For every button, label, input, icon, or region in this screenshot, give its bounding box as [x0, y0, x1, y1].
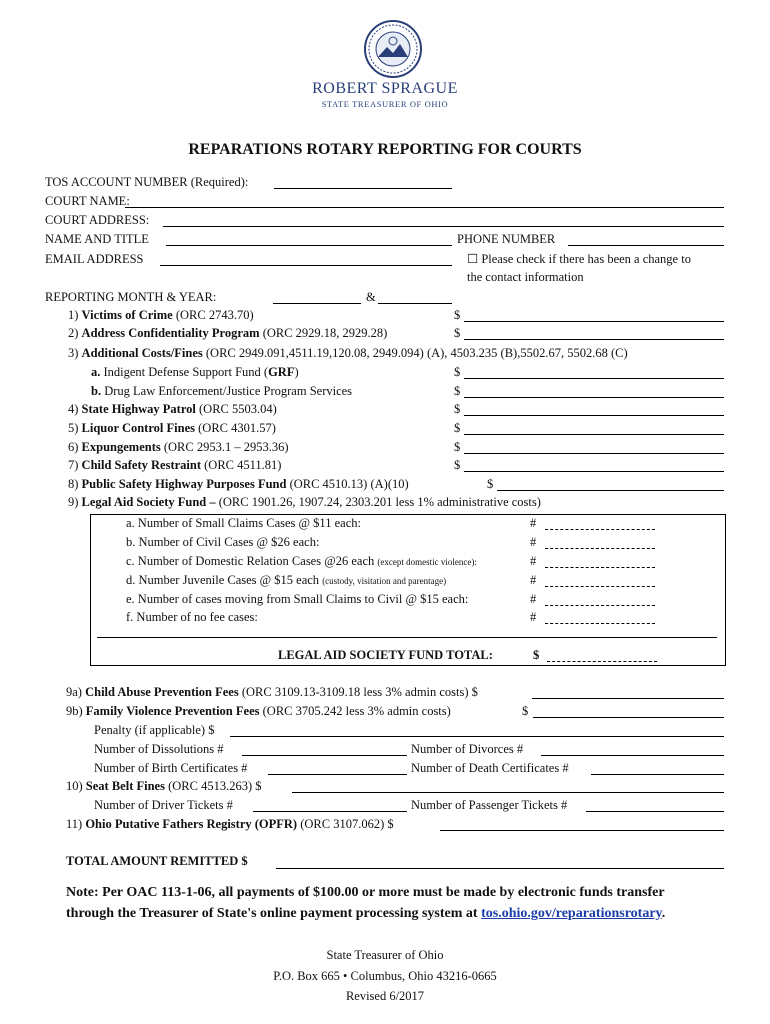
- name-title-label: NAME AND TITLE: [45, 232, 149, 246]
- birth-certificates-label: Number of Birth Certificates #: [94, 761, 248, 775]
- footer-office: State Treasurer of Ohio: [326, 948, 444, 962]
- item-2-dollar: $: [454, 326, 461, 340]
- item-9a-amount-field[interactable]: [532, 698, 724, 699]
- legal-aid-d-hash: #: [530, 573, 537, 587]
- item-6: 6) Expungements (ORC 2953.1 – 2953.36): [68, 440, 289, 454]
- total-remitted-label: TOTAL AMOUNT REMITTED $: [66, 854, 248, 868]
- contact-change-checkbox[interactable]: ☐ Please check if there has been a change to: [467, 252, 691, 266]
- item-10-amount-field[interactable]: [292, 792, 724, 793]
- total-remitted-field[interactable]: [276, 868, 724, 869]
- legal-aid-b-hash: #: [530, 535, 537, 549]
- tos-account-field[interactable]: [274, 188, 452, 189]
- item-9: 9) Legal Aid Society Fund – (ORC 1901.26, 1907.24, 2303.201 less 1% administrative costs): [68, 495, 541, 509]
- court-address-label: COURT ADDRESS:: [45, 213, 150, 227]
- footer-address: P.O. Box 665 • Columbus, Ohio 43216-0665: [273, 969, 497, 983]
- death-certificates-field[interactable]: [591, 774, 724, 775]
- legal-aid-f-hash: #: [530, 610, 537, 624]
- legal-aid-f-field[interactable]: [545, 623, 655, 624]
- phone-label: PHONE NUMBER: [457, 232, 556, 246]
- treasurer-office: STATE TREASURER OF OHIO: [321, 99, 449, 109]
- penalty-label: Penalty (if applicable) $: [94, 723, 215, 737]
- payment-note-line2: through the Treasurer of State's online payment processing system at tos.ohio.gov/reparationsrotary.: [66, 906, 666, 921]
- legal-aid-e-hash: #: [530, 592, 537, 606]
- item-7-amount-field[interactable]: [464, 471, 724, 472]
- item-1-dollar: $: [454, 308, 461, 322]
- contact-change-note: the contact information: [467, 270, 584, 284]
- legal-aid-a: a. Number of Small Claims Cases @ $11 each:: [126, 516, 361, 530]
- passenger-tickets-field[interactable]: [586, 811, 724, 812]
- item-1-amount-field[interactable]: [464, 321, 724, 322]
- item-9a: 9a) Child Abuse Prevention Fees (ORC 3109.13-3109.18 less 3% admin costs) $: [66, 685, 478, 699]
- legal-aid-e: e. Number of cases moving from Small Claims to Civil @ $15 each:: [126, 592, 469, 606]
- legal-aid-divider: [97, 637, 717, 638]
- item-6-amount-field[interactable]: [464, 453, 724, 454]
- footer-revised: Revised 6/2017: [345, 989, 425, 1003]
- legal-aid-total-field[interactable]: [547, 661, 657, 662]
- ohio-treasurer-seal-icon: [363, 19, 423, 79]
- email-field[interactable]: [160, 265, 452, 266]
- item-4: 4) State Highway Patrol (ORC 5503.04): [68, 402, 277, 416]
- item-5-dollar: $: [454, 421, 461, 435]
- item-3b-dollar: $: [454, 384, 461, 398]
- penalty-field[interactable]: [230, 736, 724, 737]
- legal-aid-c-field[interactable]: [545, 567, 655, 568]
- item-4-dollar: $: [454, 402, 461, 416]
- legal-aid-d: d. Number Juvenile Cases @ $15 each (custody, visitation and parentage): [126, 573, 447, 587]
- legal-aid-b: b. Number of Civil Cases @ $26 each:: [126, 535, 320, 549]
- item-4-amount-field[interactable]: [464, 415, 724, 416]
- birth-certificates-field[interactable]: [268, 774, 407, 775]
- divorces-label: Number of Divorces #: [411, 742, 524, 756]
- item-5: 5) Liquor Control Fines (ORC 4301.57): [68, 421, 276, 435]
- payment-note-line1: Note: Per OAC 113-1-06, all payments of $100.00 or more must be made by electronic funds transfer: [66, 885, 665, 900]
- legal-aid-c: c. Number of Domestic Relation Cases @26 each (except domestic violence):: [126, 554, 477, 568]
- name-title-field[interactable]: [166, 245, 452, 246]
- item-8-dollar: $: [487, 477, 494, 491]
- legal-aid-b-field[interactable]: [545, 548, 655, 549]
- dissolutions-field[interactable]: [242, 755, 407, 756]
- item-3a-amount-field[interactable]: [464, 378, 724, 379]
- legal-aid-a-hash: #: [530, 516, 537, 530]
- legal-aid-total-label: LEGAL AID SOCIETY FUND TOTAL:: [278, 648, 493, 662]
- item-9b-dollar: $: [522, 704, 529, 718]
- court-name-field[interactable]: [125, 207, 724, 208]
- reporting-ampersand: &: [366, 290, 376, 304]
- item-9b: 9b) Family Violence Prevention Fees (ORC 3705.242 less 3% admin costs): [66, 704, 451, 718]
- legal-aid-c-hash: #: [530, 554, 537, 568]
- phone-field[interactable]: [568, 245, 724, 246]
- reporting-month-label: REPORTING MONTH & YEAR:: [45, 290, 217, 304]
- treasurer-name: ROBERT SPRAGUE: [312, 80, 458, 97]
- driver-tickets-field[interactable]: [253, 811, 407, 812]
- item-11-amount-field[interactable]: [440, 830, 724, 831]
- item-10: 10) Seat Belt Fines (ORC 4513.263) $: [66, 779, 262, 793]
- item-3b: b. Drug Law Enforcement/Justice Program Services: [91, 384, 353, 398]
- item-5-amount-field[interactable]: [464, 434, 724, 435]
- item-6-dollar: $: [454, 440, 461, 454]
- dissolutions-label: Number of Dissolutions #: [94, 742, 224, 756]
- page-title: REPARATIONS ROTARY REPORTING FOR COURTS: [188, 141, 582, 158]
- email-label: EMAIL ADDRESS: [45, 252, 144, 266]
- item-3a-dollar: $: [454, 365, 461, 379]
- item-7-dollar: $: [454, 458, 461, 472]
- item-2-amount-field[interactable]: [464, 339, 724, 340]
- court-address-field[interactable]: [163, 226, 724, 227]
- item-3a: a. Indigent Defense Support Fund (GRF): [91, 365, 299, 379]
- passenger-tickets-label: Number of Passenger Tickets #: [411, 798, 568, 812]
- item-8-amount-field[interactable]: [497, 490, 724, 491]
- legal-aid-f: f. Number of no fee cases:: [126, 610, 258, 624]
- item-3b-amount-field[interactable]: [464, 397, 724, 398]
- death-certificates-label: Number of Death Certificates #: [411, 761, 569, 775]
- item-8: 8) Public Safety Highway Purposes Fund (ORC 4510.13) (A)(10): [68, 477, 409, 491]
- driver-tickets-label: Number of Driver Tickets #: [94, 798, 233, 812]
- legal-aid-e-field[interactable]: [545, 605, 655, 606]
- reporting-month-field[interactable]: [273, 303, 361, 304]
- court-name-label: COURT NAME:: [45, 194, 130, 208]
- reparations-rotary-link[interactable]: tos.ohio.gov/reparationsrotary: [481, 906, 662, 921]
- item-2: 2) Address Confidentiality Program (ORC 2929.18, 2929.28): [68, 326, 388, 340]
- legal-aid-d-field[interactable]: [545, 586, 655, 587]
- divorces-field[interactable]: [541, 755, 724, 756]
- item-1: 1) Victims of Crime (ORC 2743.70): [68, 308, 254, 322]
- tos-account-label: TOS ACCOUNT NUMBER (Required):: [45, 175, 249, 189]
- reporting-year-field[interactable]: [378, 303, 452, 304]
- legal-aid-total-dollar: $: [533, 648, 540, 662]
- legal-aid-a-field[interactable]: [545, 529, 655, 530]
- item-11: 11) Ohio Putative Fathers Registry (OPFR) (ORC 3107.062) $: [66, 817, 394, 831]
- item-7: 7) Child Safety Restraint (ORC 4511.81): [68, 458, 282, 472]
- item-9b-amount-field[interactable]: [533, 717, 724, 718]
- item-3: 3) Additional Costs/Fines (ORC 2949.091,4511.19,120.08, 2949.094) (A), 4503.235 (B),5502.67, 5502.68 (C): [68, 346, 628, 360]
